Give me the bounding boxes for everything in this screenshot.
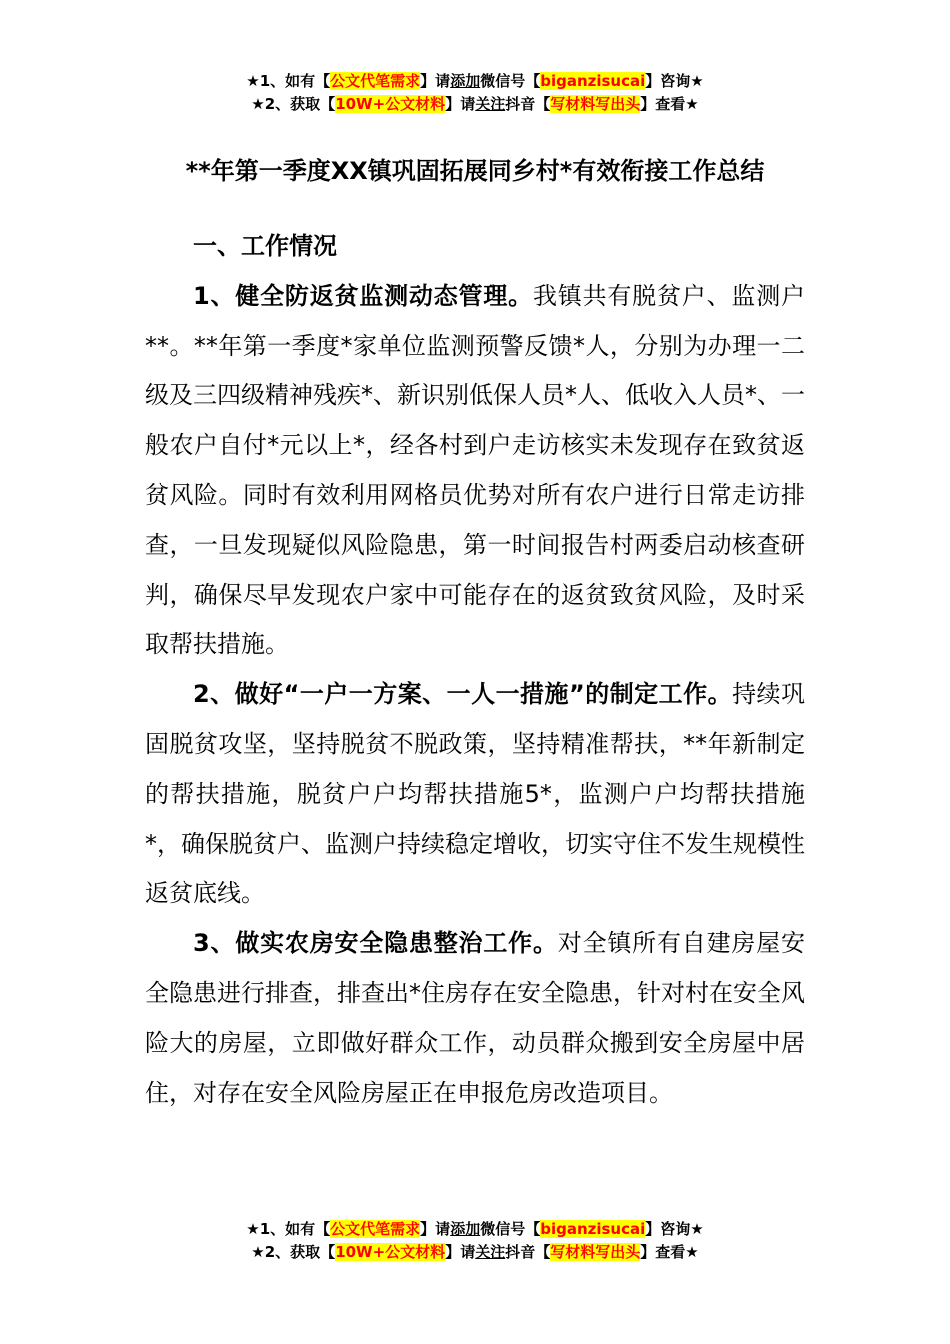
promo-highlight: 写材料写出头 — [550, 95, 641, 113]
promo-highlight: 公文代笔需求 — [330, 72, 421, 90]
promo-banner-top — [0, 70, 950, 116]
promo-text: 抖音【 — [505, 95, 551, 113]
promo-text: 微信号【 — [480, 1220, 541, 1238]
section-heading: 一、工作情况 — [193, 232, 337, 260]
promo-text: 】请 — [445, 1243, 476, 1261]
promo-text: ★2、获取【 — [251, 1243, 336, 1261]
promo-text: 】请 — [445, 95, 476, 113]
promo-highlight: 公文代笔需求 — [330, 1220, 421, 1238]
promo-text: ★1、如有【 — [246, 72, 331, 90]
paragraph-2 — [145, 670, 805, 919]
promo-highlight: 写材料写出头 — [550, 1243, 641, 1261]
promo-text: 】查看★ — [640, 95, 699, 113]
promo-underline: 添加 — [450, 1220, 481, 1238]
promo-text: 】咨询★ — [645, 72, 704, 90]
promo-line-2 — [0, 93, 950, 116]
document-title: **年第一季度XX镇巩固拓展同乡村*有效衔接工作总结 — [185, 157, 765, 185]
promo-underline: 添加 — [450, 72, 481, 90]
promo-text: 】请 — [420, 1220, 451, 1238]
promo-highlight: biganzisucai — [540, 72, 646, 90]
promo-text: 微信号【 — [480, 72, 541, 90]
paragraph-text: 我镇共有脱贫户、监测户**。**年第一季度*家单位监测预警反馈*人，分别为办理一二级及三四级精神残疾*、新识别低保人员*人、低收入人员*、一般农户自付*元以上*，经各村到户走访核实未发现存在致贫返贫风险。同时有效利用网格员优势对所有农户进行日常走访排查，一旦发现疑似风险隐患，第一时间报告村两委启动核查研判，确保尽早发现农户家中可能存在的返贫致贫风险，及时采取帮扶措施。 — [145, 281, 806, 659]
paragraph-text: 对全镇所有自建房屋安全隐患进行排查，排查出*住房存在安全隐患，针对村在安全风险大的房屋，立即做好群众工作，动员群众搬到安全房屋中居住，对存在安全风险房屋正在申报危房改造项目。 — [145, 929, 806, 1107]
promo-banner-bottom — [0, 1218, 950, 1264]
paragraph-3 — [145, 919, 805, 1118]
promo-line-1 — [0, 70, 950, 93]
promo-text: ★1、如有【 — [246, 1220, 331, 1238]
paragraph-text: 持续巩固脱贫攻坚，坚持脱贫不脱政策，坚持精准帮扶，**年新制定的帮扶措施，脱贫户户均帮扶措施5*，监测户户均帮扶措施*，确保脱贫户、监测户持续稳定增收，切实守住不发生规模性返贫底线。 — [145, 680, 806, 908]
paragraph-lead: 1、健全防返贫监测动态管理。 — [193, 281, 533, 310]
document-body — [145, 222, 805, 1118]
promo-highlight: biganzisucai — [540, 1220, 646, 1238]
promo-text: 】查看★ — [640, 1243, 699, 1261]
promo-text: 抖音【 — [505, 1243, 551, 1261]
promo-text: 】咨询★ — [645, 1220, 704, 1238]
paragraph-lead: 2、做好“一户一方案、一人一措施”的制定工作。 — [193, 680, 733, 709]
promo-underline: 关注 — [475, 95, 506, 113]
promo-highlight: 10W+公文材料 — [335, 1243, 446, 1261]
promo-underline: 关注 — [475, 1243, 506, 1261]
promo-highlight: 10W+公文材料 — [335, 95, 446, 113]
promo-line-1 — [0, 1218, 950, 1241]
promo-text: ★2、获取【 — [251, 95, 336, 113]
promo-text: 】请 — [420, 72, 451, 90]
paragraph-1 — [145, 272, 805, 670]
promo-line-2 — [0, 1241, 950, 1264]
paragraph-lead: 3、做实农房安全隐患整治工作。 — [193, 929, 558, 958]
